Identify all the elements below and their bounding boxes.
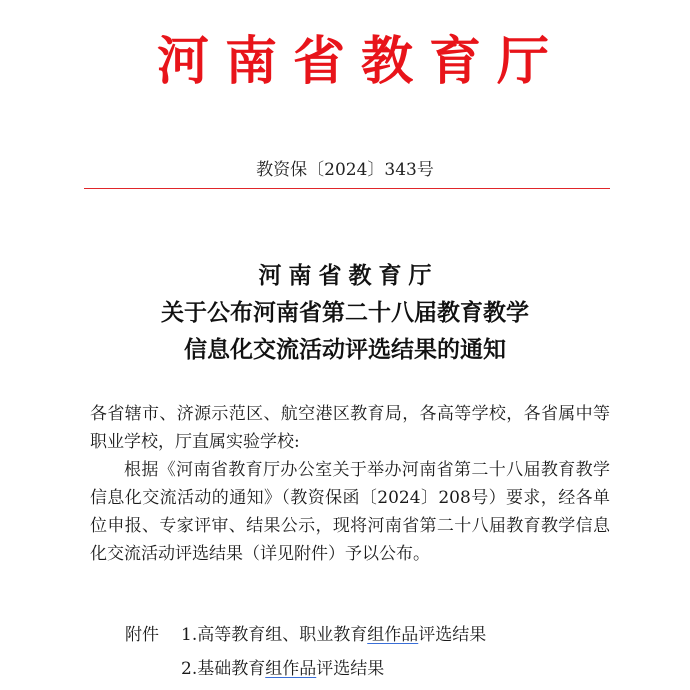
notice-title-line-3: 信息化交流活动评选结果的通知 — [184, 337, 506, 363]
attachment-number: 1. — [181, 625, 198, 645]
attachment-label: 附件 — [125, 625, 159, 645]
attachment-underlined-text: 组作品 — [265, 659, 317, 679]
notice-title-line-2: 关于公布河南省第二十八届教育教学 — [161, 300, 529, 326]
issuer-header-title: 河南省教育厅 — [156, 31, 565, 92]
attachment-text-suffix: 评选结果 — [418, 625, 487, 645]
attachments-list — [125, 618, 486, 686]
attachment-number: 2. — [181, 659, 198, 679]
attachment-text: 高等教育组、职业教育 — [197, 625, 368, 645]
content-paragraph: 根据《河南省教育厅办公室关于举办河南省第二十八届教育教学信息化交流活动的通知》（教资保函〔2024〕208号）要求，经各单位申报、专家评审、结果公示，现将河南省第二十八届教育教学信息化交流活动评选结果（详见附件）予以公布。 — [90, 460, 610, 564]
header-divider — [84, 188, 610, 189]
notice-title-line-1: 河南省教育厅 — [258, 263, 439, 289]
attachment-item-1 — [125, 618, 486, 652]
document-number: 教资保〔2024〕343号 — [256, 160, 434, 180]
notice-title — [0, 258, 690, 369]
attachment-text: 基础教育 — [197, 659, 266, 679]
notice-body — [90, 400, 610, 568]
attachment-text-suffix: 评选结果 — [316, 659, 385, 679]
attachment-underlined-text: 组作品 — [367, 625, 419, 645]
addressees-paragraph: 各省辖市、济源示范区、航空港区教育局，各高等学校，各省属中等职业学校，厅直属实验学校: — [90, 404, 610, 452]
attachment-item-2 — [125, 652, 486, 686]
